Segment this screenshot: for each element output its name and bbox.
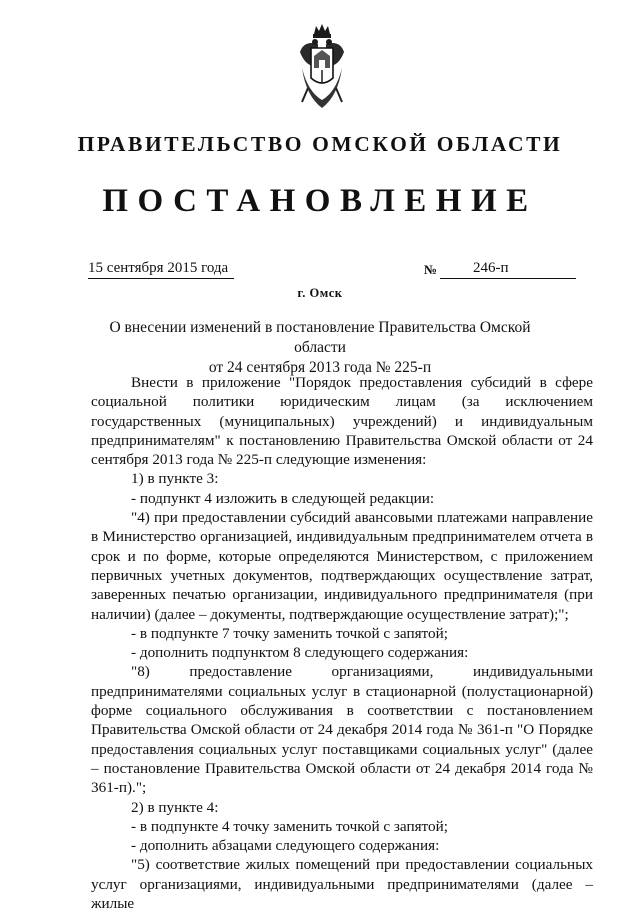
document-date: 15 сентября 2015 года [88,260,234,279]
paragraph-subitem-7: - в подпункте 7 точку заменить точкой с запятой; [131,624,448,642]
document-body [91,373,593,913]
paragraph-item-2-subitem-4: - в подпункте 4 точку заменить точкой с запятой; [131,817,448,835]
document-type: ПОСТАНОВЛЕНИЕ [102,183,538,219]
paragraph-subitem-8-text: "8) предоставление организациями, индивидуальными предпринимателями социальных услуг в стационарной (полустационарной) форме социального обслуживания в соответствии с постановлением Правительства Омской области от 24 декабря 2014 года № 361-п "О Порядке предоставления социальных услуг поставщиками социальных услуг" (далее – постановление Правительства Омской области от 24 декабря 2014 года № 361-п)."; [91,663,593,797]
city-name: г. Омск [297,286,343,300]
paragraph-subitem-5-text: "5) соответствие жилых помещений при предоставлении социальных услуг организациями, индивидуальными предпринимателями (далее – жилые [91,856,593,913]
paragraph-item-1: 1) в пункте 3: [131,470,219,488]
number-label: № [424,262,438,277]
organization-name: ПРАВИТЕЛЬСТВО ОМСКОЙ ОБЛАСТИ [77,132,563,156]
document-number: 246-п [440,260,576,279]
paragraph-add-paragraphs: - дополнить абзацами следующего содержания: [131,837,440,855]
document-title [96,318,544,378]
paragraph-add-subitem-8: - дополнить подпунктом 8 следующего содержания: [131,644,469,662]
paragraph-subitem-4-text: "4) при предоставлении субсидий авансовыми платежами направление в Министерство организацией, индивидуальным предпринимателем отчета в срок и по форме, которые определяются Министерством, с приложением первичных учетных документов, подтверждающих осуществление затрат, заверенных печатью организации, индивидуального предпринимателя (при наличии) (далее – документы, подтверждающие осуществление затрат);"; [91,509,593,623]
paragraph-intro: Внести в приложение "Порядок предоставления субсидий в сфере социальной политики юридическим лицам (за исключением государственных (муниципальных) учреждений) и индивидуальным предпринимателям" к постановлению Правительства Омской области от 24 сентября 2013 года № 225-п следующие изменения: [91,374,593,469]
paragraph-item-2: 2) в пункте 4: [131,798,219,816]
coat-of-arms-emblem [294,22,350,114]
title-line-2: от 24 сентября 2013 года № 225-п [208,359,432,376]
title-line-1: О внесении изменений в постановление Правительства Омской области [109,319,531,356]
paragraph-subitem-4-edit: - подпункт 4 изложить в следующей редакции: [131,489,435,507]
